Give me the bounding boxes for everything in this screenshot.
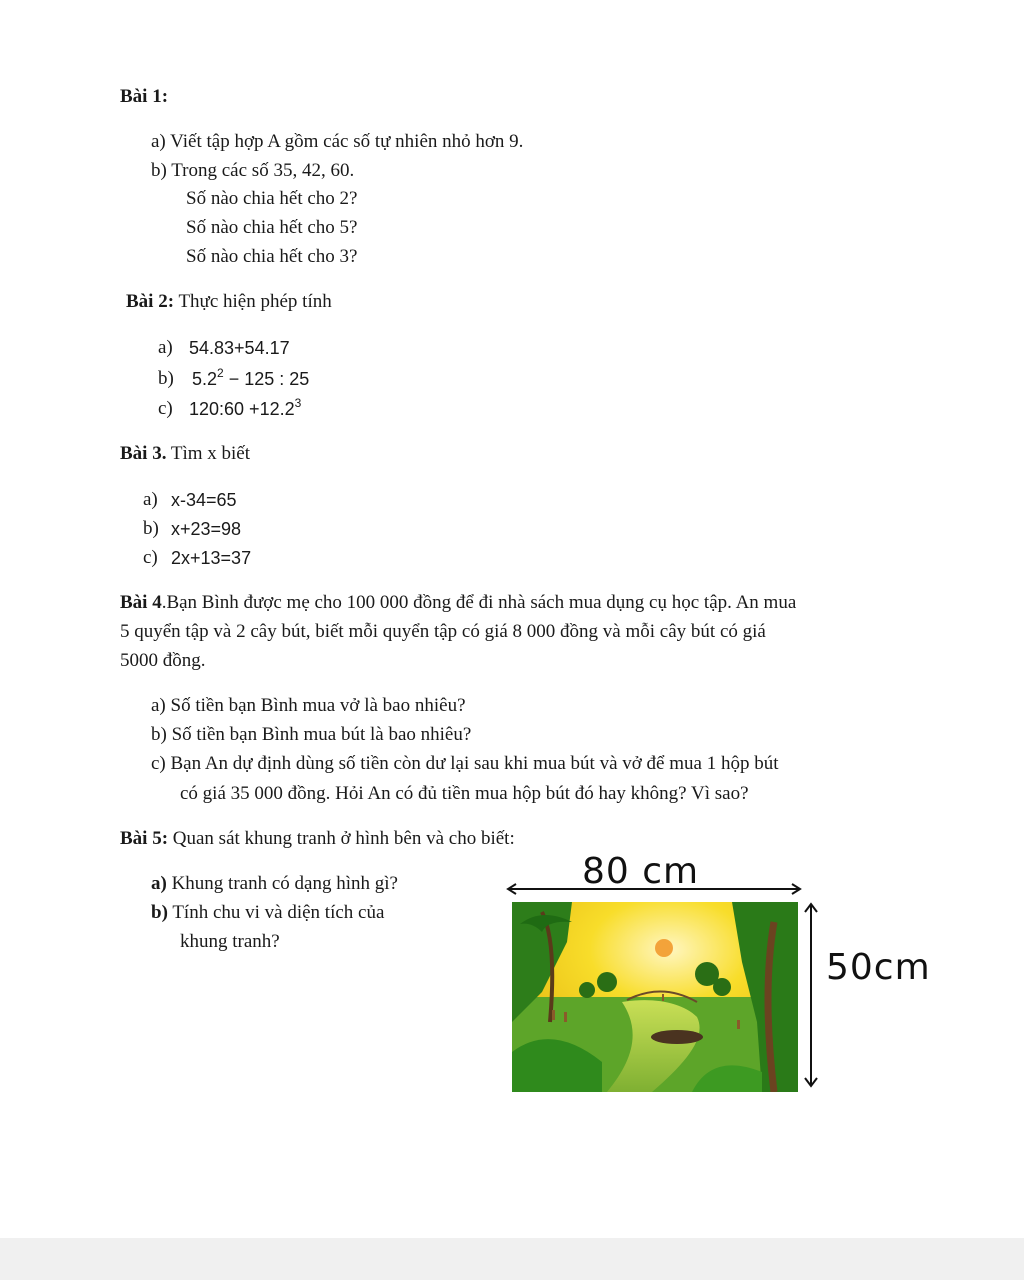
height-label: 50cm [826,947,931,988]
bai3-c-expr: 2x+13=37 [171,548,252,568]
bai2-b-rest: − 125 : 25 [223,369,310,389]
bai5-heading [120,827,515,851]
sun [655,939,673,957]
bai2-title: Bài 2: [126,291,175,312]
bai3-title: Bài 3. [120,443,167,464]
bai3-a-expr: x-34=65 [171,490,237,510]
bai2-b-expr [192,367,309,391]
bai4-c1: c) Bạn An dự định dùng số tiền còn dư lại sau khi mua bút và vở để mua 1 hộp bút [151,753,779,774]
width-label: 80 cm [582,851,700,892]
bai1-b: b) Trong các số 35, 42, 60. [151,160,355,181]
footer-band [0,1238,1024,1280]
bai4-title: Bài 4 [120,592,162,613]
bai2-b-base: 5.2 [192,369,218,389]
bai5-a-text: Khung tranh có dạng hình gì? [166,873,398,894]
bai5-b-label: b) [151,902,168,923]
bai2-c-base: 120:60 +12.2 [189,399,295,419]
bai1-title: Bài 1: [120,86,169,107]
bai1-q2: Số nào chia hết cho 5? [186,217,358,238]
bai3-subtitle: Tìm x biết [166,443,251,464]
bai1-a: a) Viết tập hợp A gồm các số tự nhiên nhỏ hơn 9. [151,131,524,152]
bai2-b-exp: 2 [217,366,224,380]
bai4-a: a) Số tiền bạn Bình mua vở là bao nhiêu? [151,695,466,716]
bai5-b-text2: khung tranh? [180,931,280,952]
bai5-b-text1: Tính chu vi và diện tích của [167,902,385,923]
bai2-c-exp: 3 [294,396,302,410]
landscape-painting [512,902,798,1092]
bai4-line2: 5 quyển tập và 2 cây bút, biết mỗi quyển tập có giá 8 000 đồng và mỗi cây bút có giá [120,621,766,642]
landscape-painting-svg [512,902,798,1092]
bai2-c-expr [189,397,301,421]
bai5-b [151,901,384,925]
bai4-c2: có giá 35 000 đồng. Hỏi An có đủ tiền mua hộp bút đó hay không? Vì sao? [180,783,749,804]
bai2-a-label: a) [158,337,173,358]
bai4-line3: 5000 đồng. [120,650,206,671]
bai4-b: b) Số tiền bạn Bình mua bút là bao nhiêu? [151,724,472,745]
bai4-line1 [120,591,796,615]
bai2-a-expr: 54.83+54.17 [189,338,290,358]
bai3-c-label: c) [143,547,158,568]
bai4-line1-text: .Bạn Bình được mẹ cho 100 000 đồng để đi nhà sách mua dụng cụ học tập. An mua [161,592,797,613]
bai3-b-expr: x+23=98 [171,519,242,539]
bai3-b-label: b) [143,518,159,539]
bai2-b-label: b) [158,368,174,389]
bai5-title: Bài 5: [120,828,169,849]
bai2-heading [126,290,332,314]
boat [651,1030,703,1044]
bai1-q3: Số nào chia hết cho 3? [186,246,358,267]
bai5-a [151,872,398,896]
bai1-q1: Số nào chia hết cho 2? [186,188,358,209]
bai5-a-label: a) [151,873,167,894]
bai2-subtitle: Thực hiện phép tính [174,291,332,312]
bai2-c-label: c) [158,398,173,419]
bai3-a-label: a) [143,489,158,510]
bai3-heading [120,442,250,466]
bai5-subtitle: Quan sát khung tranh ở hình bên và cho biết: [168,828,515,849]
